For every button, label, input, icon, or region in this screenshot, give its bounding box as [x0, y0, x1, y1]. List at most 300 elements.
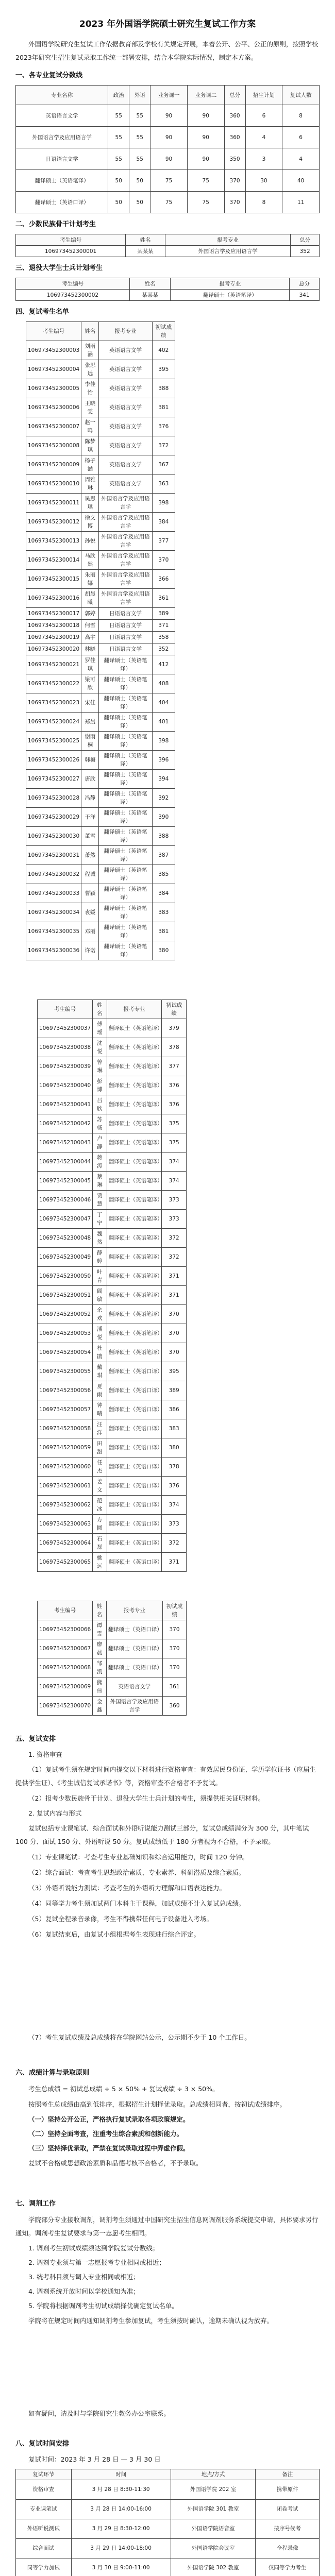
table-cell: 杨子涵: [81, 455, 99, 474]
table-header: 姓名: [126, 234, 165, 246]
table-cell: 日语语言文学: [99, 619, 152, 631]
table-cell: 翻译硕士（英语口译）: [106, 1620, 162, 1639]
table-cell: 106973452300023: [26, 693, 81, 712]
table-cell: 石磊: [93, 1533, 107, 1552]
table-row: [16, 2519, 320, 2538]
table-cell: 106973452300033: [26, 884, 81, 903]
table-header: 业务课二: [187, 86, 224, 105]
table-cell: 3 月 29 日 8:30-12:00: [71, 2519, 171, 2538]
table-cell: 英语语言文学: [99, 379, 152, 398]
table-header-row: [38, 999, 187, 1019]
table-cell: 综合面试: [16, 2538, 72, 2558]
table-header: 外语: [129, 86, 150, 105]
table-cell: 374: [162, 1171, 187, 1190]
table-cell: 6: [245, 105, 282, 127]
table-row: [38, 1076, 187, 1095]
table-cell: 翻译硕士（英语笔译）: [107, 1228, 162, 1247]
paragraph: 按照考生总成绩由高到低排序，根据招生计划择优录取。总成绩相同者，按初试成绩排序。: [28, 2100, 287, 2108]
table-cell: 389: [152, 608, 175, 620]
table-header-row: [16, 86, 320, 105]
table-cell: 3 月 28 日 8:30-11:30: [71, 2480, 171, 2499]
table-cell: 90: [150, 105, 188, 127]
table-row: [26, 826, 175, 845]
table-cell: 翻译硕士（英语笔译）: [107, 1095, 162, 1114]
table-cell: 翻译硕士（英语口译）: [107, 1400, 162, 1419]
table-cell: 106973452300066: [38, 1620, 93, 1639]
table-cell: 外国语言学及应用语言学: [165, 246, 291, 257]
table-header: 总分: [290, 278, 320, 290]
table-cell: 外国语言学及应用语言学: [99, 494, 152, 513]
table-cell: 386: [162, 1400, 187, 1419]
table-cell: 翻译硕士（英语笔译）: [99, 655, 152, 674]
table-cell: 106973452300061: [38, 1476, 93, 1495]
table-cell: 106973452300007: [26, 417, 81, 436]
table-cell: 11: [282, 192, 320, 213]
table-cell: 75: [187, 170, 224, 192]
table-cell: 吕欣: [93, 1095, 107, 1114]
table-cell: 371: [162, 1266, 187, 1285]
table-cell: 106973452300022: [26, 674, 81, 693]
list-item: （1）专业课笔试：考查考生专业基础知识和综合运用能力，时间 120 分钟。: [28, 1853, 249, 1861]
table-cell: 赵一鸣: [81, 417, 99, 436]
table-row: [26, 589, 175, 608]
paragraph: 学院将在规定时间内通知调剂考生参加复试，考生须按时确认，逾期未确认视为放弃。: [28, 2316, 274, 2325]
table-cell: 陈梦琪: [81, 436, 99, 455]
table-header: 复试人数: [282, 86, 320, 105]
table-header: 姓名: [81, 322, 99, 341]
table-cell: 395: [162, 1362, 187, 1381]
table-cell: 朱丽娜: [81, 570, 99, 589]
table-cell: 翻译硕士（英语笔译）: [107, 1133, 162, 1152]
list-item: （2）综合面试：考查考生思想政治素质、专业素养、科研潜质及综合素质。: [28, 1868, 245, 1876]
table-cell: 381: [152, 922, 175, 941]
table-header: 地点/方式: [171, 2469, 256, 2480]
table-header: 专业名称: [16, 86, 108, 105]
table-cell: 50: [108, 192, 129, 213]
table-cell: 李佳怡: [81, 379, 99, 398]
table-cell: 丁宁: [93, 1209, 107, 1228]
table-row: [38, 1696, 187, 1715]
table-header: 时间: [71, 2469, 171, 2480]
list-item: 5. 学院将根据调剂考生初试成绩择优确定复试名单。: [28, 2301, 178, 2310]
table-cell: 392: [152, 788, 175, 807]
table-cell: 372: [162, 1247, 187, 1266]
table-cell: 外国语言学及应用语言学: [99, 551, 152, 570]
table-row: [38, 1247, 187, 1266]
table-cell: 106973452300020: [26, 643, 81, 655]
table-row: [26, 731, 175, 750]
table-cell: 106973452300014: [26, 551, 81, 570]
table-cell: 106973452300015: [26, 570, 81, 589]
table-header: 姓名: [93, 1601, 107, 1620]
table-cell: 352: [291, 246, 320, 257]
table-cell: 412: [152, 655, 175, 674]
list-item: 4. 调剂系统开放时间以学校通知为准；: [28, 2287, 140, 2295]
table-cell: 371: [162, 1552, 187, 1571]
table-cell: 范冰: [93, 1495, 107, 1514]
table-cell: 106973452300018: [26, 619, 81, 631]
table-cell: 106973452300045: [38, 1171, 93, 1190]
table-cell: 英语语言文学: [99, 417, 152, 436]
table-header-row: [16, 2469, 320, 2480]
table-cell: 徐文博: [81, 513, 99, 532]
table-cell: 翻译硕士（英语笔译）: [99, 826, 152, 845]
table-cell: 翻译硕士（英语口译）: [107, 1495, 162, 1514]
table-row: [38, 1133, 187, 1152]
candidate-table-end: [37, 1601, 187, 1716]
table-header: 备注: [256, 2469, 320, 2480]
table-cell: 375: [162, 1114, 187, 1133]
table-header: 考生编号: [16, 234, 126, 246]
table-row: [38, 1038, 187, 1057]
table-row: [38, 1400, 187, 1419]
table-cell: 翻译硕士（英语笔译）: [107, 1057, 162, 1076]
table-cell: 106973452300025: [26, 731, 81, 750]
table-cell: 任杰: [93, 1457, 107, 1476]
table-cell: 周雅琳: [81, 474, 99, 494]
table-cell: 翻译硕士（英语笔译）: [99, 788, 152, 807]
table-cell: 374: [162, 1152, 187, 1171]
table-header: 考生编号: [26, 322, 81, 341]
table-cell: 熊伟: [93, 1677, 107, 1696]
table-row: [16, 2538, 320, 2558]
table-row: [26, 570, 175, 589]
list-item: 3. 统考科目须与调入专业相同或相近；: [28, 2273, 140, 2281]
table-cell: 翻译硕士（英语笔译）: [99, 865, 152, 884]
table-cell: 外国语学院 302 教室: [171, 2558, 256, 2576]
table-row: [26, 455, 175, 474]
table-cell: 曹颖: [81, 884, 99, 903]
paragraph: 学院部分专业接收调剂，调剂考生须通过中国研究生招生信息网调剂服务系统提交申请，具体要求另行通知。调剂考生复试要求与第一志愿考生相同。: [15, 2215, 319, 2237]
table-cell: 某某某: [130, 290, 171, 301]
table-header-row: [16, 278, 320, 290]
section6-heading: 六、成绩计算与录取原则: [15, 2069, 90, 2077]
table-cell: 外国语言学及应用语言学: [16, 127, 108, 148]
schedule-time: 复试时间：2023 年 3 月 28 日 — 3 月 30 日: [28, 2455, 161, 2463]
table-cell: 吴思琪: [81, 494, 99, 513]
table-cell: 106973452300005: [26, 379, 81, 398]
table-cell: 371: [152, 619, 175, 631]
table-header: 报考专业: [171, 278, 290, 290]
page-title: 2023 年外国语学院硕士研究生复试工作方案: [79, 19, 256, 29]
table-cell: 袁媛: [81, 903, 99, 922]
table-row: [16, 246, 320, 257]
table-row: [26, 474, 175, 494]
table-row: [38, 1285, 187, 1304]
table-row: [26, 398, 175, 417]
table-cell: 某某某: [126, 246, 165, 257]
table-row: [26, 884, 175, 903]
table-row: [26, 360, 175, 379]
table-cell: 翻译硕士（英语笔译）: [107, 1038, 162, 1057]
table-cell: 106973452300028: [26, 788, 81, 807]
table-cell: 106973452300063: [38, 1514, 93, 1533]
table-row: [38, 1552, 187, 1571]
table-row: [26, 807, 175, 826]
table-cell: 翻译硕士（英语笔译）: [107, 1171, 162, 1190]
table-row: [26, 788, 175, 807]
table-row: [26, 693, 175, 712]
table-cell: 翻译硕士（英语笔译）: [99, 731, 152, 750]
table-cell: 董雪: [81, 826, 99, 845]
table-cell: 106973452300013: [26, 532, 81, 551]
table-cell: 郑晨: [81, 712, 99, 731]
table-cell: 106973452300046: [38, 1190, 93, 1209]
table-row: [16, 2558, 320, 2576]
table-row: [38, 1190, 187, 1209]
table-row: [26, 513, 175, 532]
table-row: [38, 1228, 187, 1247]
table-cell: 英语语言文学: [99, 455, 152, 474]
table-header-row: [16, 234, 320, 246]
table-cell: 106973452300055: [38, 1362, 93, 1381]
table-cell: 余欢: [93, 1304, 107, 1324]
table-cell: 苏畅: [93, 1114, 107, 1133]
list-item: 2. 调剂专业须与第一志愿报考专业相同或相近；: [28, 2258, 165, 2266]
table-cell: 按序号候考: [256, 2519, 320, 2538]
table-cell: 翻译硕士（英语口译）: [16, 192, 108, 213]
table-cell: 106973452300030: [26, 826, 81, 845]
table-cell: 3: [245, 148, 282, 170]
minority-table: [15, 234, 320, 257]
table-cell: 3 月 30 日 9:00-11:00: [71, 2558, 171, 2576]
table-cell: 106973452300012: [26, 513, 81, 532]
table-cell: 外国语言学及应用语言学: [99, 513, 152, 532]
table-cell: 370: [162, 1304, 187, 1324]
bold-item: （二）坚持全面考查，注重考生综合素质和创新能力。: [28, 2129, 183, 2138]
table-cell: 360: [224, 105, 245, 127]
table-header: 招生计划: [245, 86, 282, 105]
table-cell: 379: [162, 1019, 187, 1038]
table-row: [38, 1476, 187, 1495]
table-cell: 翻译硕士（英语口译）: [107, 1419, 162, 1438]
table-cell: 50: [129, 192, 150, 213]
table-cell: 英语语言文学: [99, 474, 152, 494]
candidate-table-cont: [37, 999, 187, 1572]
table-cell: 380: [152, 941, 175, 960]
table-row: [38, 1533, 187, 1552]
table-cell: 106973452300058: [38, 1419, 93, 1438]
table-cell: 翻译硕士（英语笔译）: [107, 1190, 162, 1209]
table-cell: 378: [162, 1038, 187, 1057]
table-cell: 106973452300065: [38, 1552, 93, 1571]
table-cell: 沈悦: [93, 1038, 107, 1057]
paragraph: （1）复试考生须在规定时间内提交以下材料进行资格审查：有效居民身份证、学历学位证书（应届生提供学生证）、《考生诚信复试承诺书》等，资格审查不合格者不予复试。: [15, 1765, 316, 1787]
table-cell: 106973452300017: [26, 608, 81, 620]
table-cell: 英语语言文学: [99, 398, 152, 417]
table-row: [38, 1152, 187, 1171]
table-row: [26, 712, 175, 731]
table-cell: 翻译硕士（英语口译）: [106, 1658, 162, 1677]
table-cell: 367: [152, 455, 175, 474]
table-cell: 外国语言学及应用语言学: [106, 1696, 162, 1715]
table-cell: 翻译硕士（英语笔译）: [99, 884, 152, 903]
table-row: [38, 1019, 187, 1038]
table-cell: 英语语言文学: [99, 360, 152, 379]
table-cell: 翻译硕士（英语笔译）: [99, 693, 152, 712]
table-cell: 谢雨桐: [81, 731, 99, 750]
table-cell: 田甜: [93, 1438, 107, 1457]
table-cell: 341: [290, 290, 320, 301]
table-row: [26, 903, 175, 922]
table-cell: 全程录像: [256, 2538, 320, 2558]
paragraph: （7）考生复试成绩及总成绩将在学院网站公示，公示期不少于 10 个工作日。: [28, 2033, 251, 2041]
table-cell: 高宇: [81, 631, 99, 643]
section2-heading: 二、少数民族骨干计划考生: [15, 221, 96, 228]
table-cell: 106973452300036: [26, 941, 81, 960]
table-cell: 383: [152, 903, 175, 922]
table-cell: 日语语言文学: [99, 631, 152, 643]
table-cell: 370: [162, 1343, 187, 1362]
table-cell: 75: [187, 192, 224, 213]
table-cell: 程诚: [81, 865, 99, 884]
table-cell: 106973452300039: [38, 1057, 93, 1076]
table-row: [16, 2480, 320, 2499]
table-cell: 30: [245, 170, 282, 192]
table-cell: 仅同等学力考生: [256, 2558, 320, 2576]
table-cell: 40: [282, 170, 320, 192]
table-cell: 106973452300060: [38, 1457, 93, 1476]
table-cell: 55: [108, 105, 129, 127]
list-item: （6）复试结束后，由复试小组根据考生表现进行综合评定。: [28, 1930, 200, 1938]
table-cell: 106973452300059: [38, 1438, 93, 1457]
table-header: 复试环节: [16, 2469, 72, 2480]
table-cell: 萧然: [81, 845, 99, 865]
table-cell: 罗佳琪: [81, 655, 99, 674]
table-header: 姓名: [93, 999, 107, 1019]
table-header: 初试成绩: [152, 322, 175, 341]
table-row: [38, 1514, 187, 1533]
table-cell: 翻译硕士（英语口译）: [107, 1476, 162, 1495]
table-cell: 蒋涛: [93, 1152, 107, 1171]
table-cell: 阎敏: [93, 1285, 107, 1304]
table-cell: 翻译硕士（英语笔译）: [16, 170, 108, 192]
table-cell: 384: [152, 513, 175, 532]
table-cell: 106973452300021: [26, 655, 81, 674]
table-cell: 106973452300069: [38, 1677, 93, 1696]
bold-item: （一）坚持公开公正，严格执行复试录取各项政策规定。: [28, 2115, 190, 2123]
table-cell: 谭雪: [93, 1620, 107, 1639]
table-cell: 106973452300024: [26, 712, 81, 731]
table-cell: 75: [150, 192, 188, 213]
table-cell: 376: [162, 1095, 187, 1114]
table-cell: 401: [152, 712, 175, 731]
table-cell: 翻译硕士（英语笔译）: [107, 1114, 162, 1133]
table-cell: 106973452300044: [38, 1152, 93, 1171]
table-header: 考生编号: [16, 278, 130, 290]
table-header: 初试成绩: [162, 999, 187, 1019]
table-cell: 106973452300048: [38, 1228, 93, 1247]
table-cell: 106973452300002: [16, 290, 130, 301]
table-cell: 106973452300068: [38, 1658, 93, 1677]
table-cell: 402: [152, 341, 175, 360]
table-cell: 翻译硕士（英语口译）: [107, 1457, 162, 1476]
table-cell: 363: [152, 474, 175, 494]
table-row: [38, 1343, 187, 1362]
table-cell: 唐欣: [81, 769, 99, 788]
table-cell: 370: [163, 1620, 187, 1639]
table-cell: 傅瑶: [93, 1019, 107, 1038]
table-cell: 翻译硕士（英语笔译）: [107, 1343, 162, 1362]
table-cell: 潘悦: [93, 1324, 107, 1343]
table-cell: 携带原件: [256, 2480, 320, 2499]
table-cell: 106973452300029: [26, 807, 81, 826]
table-cell: 日语语言文学: [99, 643, 152, 655]
table-row: [16, 290, 320, 301]
table-cell: 外国语学院会议室: [171, 2538, 256, 2558]
table-row: [38, 1381, 187, 1400]
table-header: 总分: [291, 234, 320, 246]
table-cell: 360: [224, 127, 245, 148]
table-row: [26, 532, 175, 551]
table-row: [26, 436, 175, 455]
table-row: [26, 417, 175, 436]
table-cell: 外国语言学及应用语言学: [99, 589, 152, 608]
table-cell: 冯静: [81, 788, 99, 807]
table-cell: 106973452300070: [38, 1696, 93, 1715]
table-cell: 方圆: [93, 1514, 107, 1533]
table-cell: 3 月 29 日 14:00-18:00: [71, 2538, 171, 2558]
table-cell: 张思远: [81, 360, 99, 379]
table-cell: 翻译硕士（英语笔译）: [99, 903, 152, 922]
table-cell: 许诺: [81, 941, 99, 960]
table-cell: 106973452300054: [38, 1343, 93, 1362]
table-cell: 106973452300019: [26, 631, 81, 643]
table-cell: 卢静: [93, 1133, 107, 1152]
table-header: 初试成绩: [163, 1601, 187, 1620]
table-cell: 日语语言文学: [16, 148, 108, 170]
table-row: [16, 127, 320, 148]
table-header-row: [26, 322, 175, 341]
table-cell: 106973452300011: [26, 494, 81, 513]
score-line-table: [15, 85, 320, 213]
section7-heading: 七、调剂工作: [15, 2199, 56, 2208]
table-row: [16, 2499, 320, 2519]
table-cell: 于洋: [81, 807, 99, 826]
table-cell: 106973452300008: [26, 436, 81, 455]
table-cell: 106973452300001: [16, 246, 126, 257]
table-cell: 贾慧: [93, 1190, 107, 1209]
table-cell: 404: [152, 693, 175, 712]
table-cell: 370: [163, 1639, 187, 1658]
table-cell: 384: [152, 884, 175, 903]
table-row: [38, 1209, 187, 1228]
table-cell: 106973452300026: [26, 750, 81, 769]
table-cell: 专业课笔试: [16, 2499, 72, 2519]
table-cell: 孙悦: [81, 532, 99, 551]
table-cell: 翻译硕士（英语笔译）: [99, 769, 152, 788]
table-row: [38, 1171, 187, 1190]
table-cell: 翻译硕士（英语笔译）: [107, 1324, 162, 1343]
table-row: [38, 1114, 187, 1133]
table-cell: 外国语学院语音室: [171, 2519, 256, 2538]
table-cell: 外国语言学及应用语言学: [99, 570, 152, 589]
table-cell: 翻译硕士（英语笔译）: [107, 1304, 162, 1324]
table-cell: 翻译硕士（英语笔译）: [107, 1152, 162, 1171]
candidate-table: [26, 321, 175, 960]
table-row: [38, 1677, 187, 1696]
table-cell: 106973452300064: [38, 1533, 93, 1552]
table-cell: 377: [152, 532, 175, 551]
table-cell: 同等学力加试: [16, 2558, 72, 2576]
table-cell: 4: [282, 148, 320, 170]
table-cell: 英语语言文学: [106, 1677, 162, 1696]
table-cell: 350: [224, 148, 245, 170]
paragraph: 复试不合格或思想政治素质和品德考核不合格者，不予录取。: [28, 2159, 203, 2167]
table-row: [26, 643, 175, 655]
table-cell: 外国语学院 301 教室: [171, 2499, 256, 2519]
table-row: [38, 1304, 187, 1324]
